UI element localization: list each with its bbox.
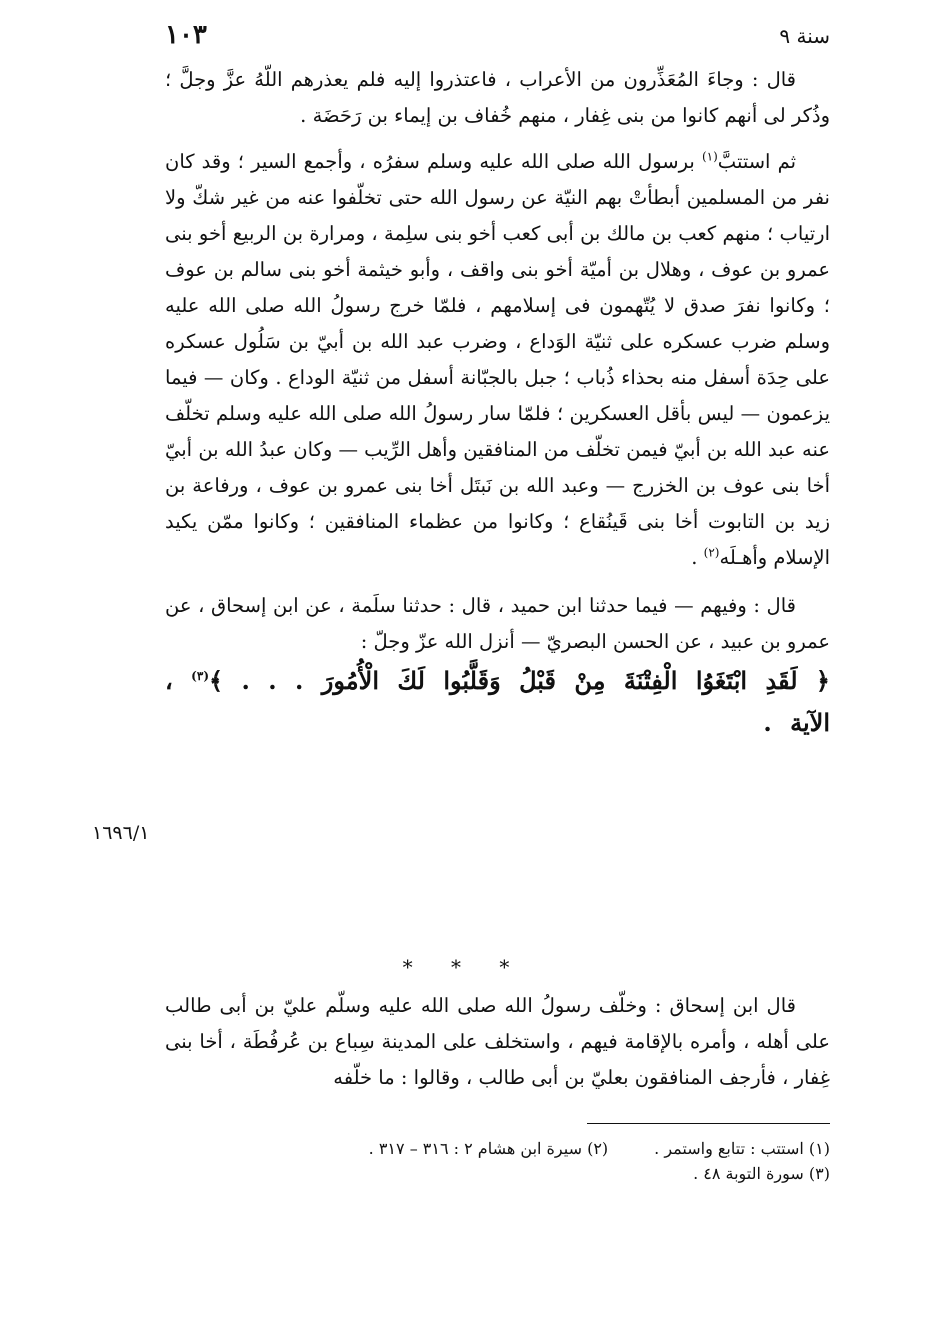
paragraph-2-start: ثم استتبَّ [717,150,797,173]
page-number: ١٠٣ [165,20,207,50]
main-text [165,62,830,744]
footnote-marker-1: (١) [701,149,718,164]
margin-reference: ١٦٩٦/١ [92,822,150,844]
page-header [165,20,830,60]
paragraph-1: قال : وجاءَ المُعَذِّرون من الأعراب ، فاعتذروا إليه فلم يعذرهم اللّهُ عزَّ وجلَّ ؛ وذُكر لى أنهم كانوا من بنى غِفار ، منهم خُفاف بن إيماء بن رَحَضَة . [165,68,830,127]
footnote-2: (٢) سيرة ابن هشام ٢ : ٣١٦ – ٣١٧ . [368,1139,609,1158]
paragraph-2 [165,144,830,576]
running-head: سنة ٩ [779,24,830,48]
paragraph-2-end: . [691,546,704,569]
footnotes [165,1136,830,1186]
footnote-3: (٣) سورة التوبة ٤٨ . [693,1164,830,1183]
quran-verse-text: ﴿ لَقَدِ ابْتَغَوُا الْفِتْنَةَ مِنْ قَبْلُ وَقَلَّبُوا لَكَ الْأُمُورَ . . . ﴾ [209,666,830,695]
section-separator: * * * [402,955,526,979]
footnote-divider [587,1123,830,1124]
footnote-row-2 [165,1161,830,1186]
quran-verse-tail: ، الآية . [165,666,830,737]
paragraph-3: قال : وفيهم — فيما حدثنا ابن حميد ، قال : حدثنا سلَمة ، عن ابن إسحاق ، عن عمرو بن عبيد ، عن الحسن البصريّ — أنزل الله عزّ وجلّ : [165,594,830,653]
footnote-row-1 [165,1136,830,1161]
main-text-2 [165,988,830,1096]
paragraph-2-body: برسول الله صلى الله عليه وسلم سفرُه ، وأجمع السير ؛ وقد كان نفر من المسلمين أبطأتْ بهم النيّة عن رسول الله حتى تخلّفوا عنه من غير شكّ ولا ارتياب ؛ منهم كعب بن مالك بن أبى كعب أخو بنى سلِمة ، ومرارة بن الربيع أخو بنى عمرو بن عوف ، وهلال بن أميّة أخو بنى واقف ، وأبو خيثمة أخو بنى سالم بن عوف ؛ وكانوا نفرَ صدق لا يُتّهمون فى إسلامهم ، فلمّا خرج رسولُ الله صلى الله عليه وسلم ضرب عسكره على ثنيّة الوَداع ، وضرب عبد الله بن أبيّ بن سَلُول عسكره على حِدَة أسفل منه بحذاء ذُباب ؛ جبل بالجبّانة أسفل من ثنيّة الوداع . وكان — فيما يزعمون — ليس بأقل العسكرين ؛ فلمّا سار رسولُ الله صلى الله عليه وسلم تخلّف عنه عبد الله بن أبيّ فيمن تخلّف من المنافقين وأهل الرِّيب — وكان عبدُ الله بن أبيّ أخا بنى عوف بن الخزرج — وعبد الله بن نَبتَل أخا بنى عمرو بن عوف ، ورفاعة بن زيد بن التابوت أخا بنى قَينُقاع ؛ وكانوا من عظماء المنافقين ؛ وكانوا ممّن يكيد الإسلام وأهـلَه [165,150,830,569]
footnote-marker-3: (٣) [191,669,209,683]
paragraph-4: قال ابن إسحاق : وخلّف رسولُ الله صلى الله عليه وسلّم عليّ بن أبى طالب على أهله ، وأمره بالإقامة فيهم ، واستخلف على المدينة سِباع بن عُرفُطَة ، أخا بنى غِفار ، فأرجف المنافقون بعليّ بن أبى طالب ، وقالوا : ما خلّفه [165,994,830,1089]
footnote-marker-2: (٢) [703,545,720,560]
footnote-1: (١) استتب : تتابع واستمر . [654,1139,830,1158]
quran-verse [165,660,830,744]
